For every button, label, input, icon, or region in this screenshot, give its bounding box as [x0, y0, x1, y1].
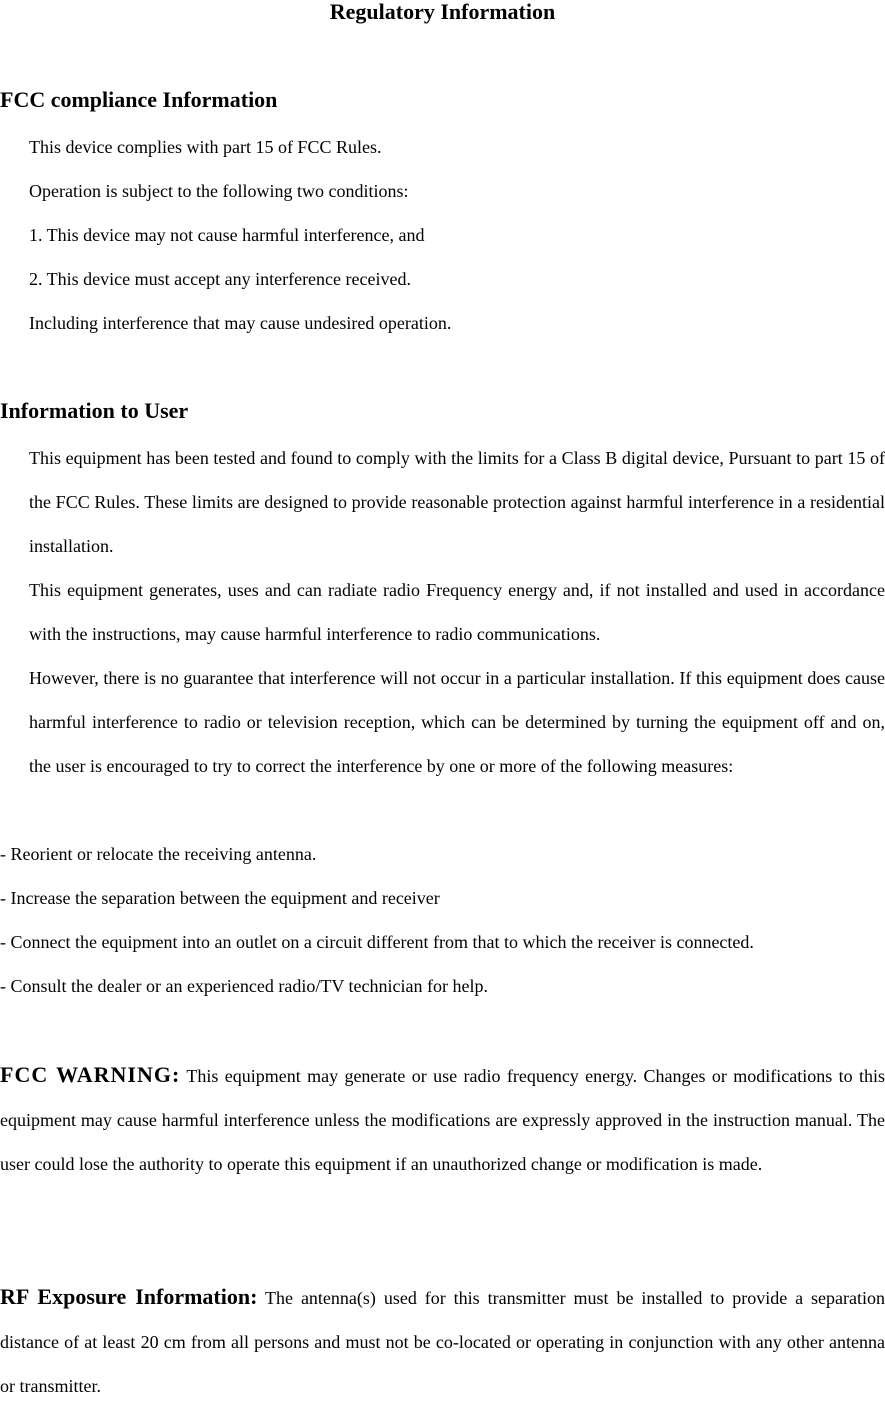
- fcc-line-3: 1. This device may not cause harmful interference, and: [29, 225, 425, 245]
- fcc-line-5: Including interference that may cause undesired operation.: [29, 313, 452, 333]
- fcc-compliance-heading: FCC compliance Information: [0, 87, 278, 112]
- user-info-heading: Information to User: [0, 398, 189, 423]
- measure-item-4: - Consult the dealer or an experienced radio/TV technician for help.: [0, 976, 488, 996]
- measure-item-2: - Increase the separation between the equipment and receiver: [0, 888, 440, 908]
- user-info-paragraph-2: This equipment generates, uses and can radiate radio Frequency energy and, if not installed and used in accordance with the instructions, may cause harmful interference to radio communications.: [29, 580, 885, 644]
- fcc-warning-label: FCC WARNING:: [0, 1062, 181, 1087]
- measure-item-3: - Connect the equipment into an outlet on a circuit different from that to which the receiver is connected.: [0, 932, 754, 952]
- rf-exposure-label: RF Exposure Information:: [0, 1284, 258, 1309]
- user-info-paragraph-1: This equipment has been tested and found to comply with the limits for a Class B digital device, Pursuant to part 15 of the FCC Rules. These limits are designed to provide reasonable protection against harmful interference in a residential installation.: [29, 448, 885, 556]
- fcc-line-4: 2. This device must accept any interference received.: [29, 269, 411, 289]
- rf-exposure-text: The antenna(s) used for this transmitter must be installed to provide a separation distance of at least 20 cm from all persons and must not be co-located or operating in conjunction with any other antenna or transmitter.: [0, 1288, 885, 1396]
- rf-exposure-paragraph: [0, 1275, 885, 1408]
- user-info-paragraph-3: However, there is no guarantee that interference will not occur in a particular installation. If this equipment does cause harmful interference to radio or television reception, which can be determined by turning the equipment off and on, the user is encouraged to try to correct the interference by one or more of the following measures:: [29, 668, 885, 776]
- fcc-warning-text: This equipment may generate or use radio frequency energy. Changes or modifications to this equipment may cause harmful interference unless the modifications are expressly approved in the instruction manual. The user could lose the authority to operate this equipment if an unauthorized change or modification is made.: [0, 1066, 885, 1174]
- page-title: Regulatory Information: [329, 0, 556, 24]
- measure-item-1: - Reorient or relocate the receiving antenna.: [0, 844, 317, 864]
- fcc-warning-paragraph: [0, 1053, 885, 1186]
- fcc-line-1: This device complies with part 15 of FCC Rules.: [29, 137, 382, 157]
- fcc-line-2: Operation is subject to the following two conditions:: [29, 181, 409, 201]
